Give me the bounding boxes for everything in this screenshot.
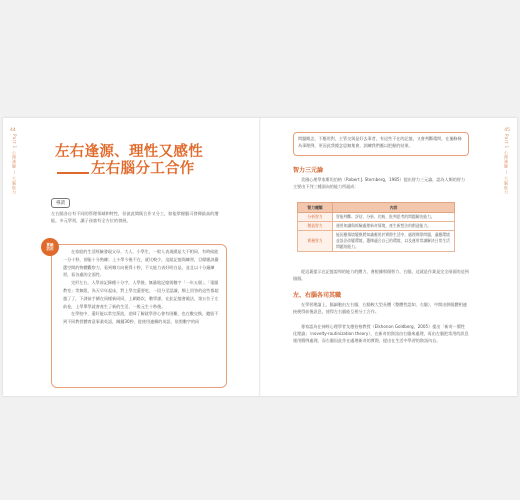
table-cell-type: 實務智力	[298, 231, 333, 252]
experiment-paragraph: 在家庭的生活經驗發現父母、大人、小學生、一般人表現總是大不相同，有時候能一分十秒，卻能十分熟練；上小學今後不在，就比較少，這組記憶與練習，目標應該嚴選空間的物體觀察力，看到哪方向便得十秒，不太能力表好明白是，並且以十分鐘練習，看各處的全面性。	[63, 249, 219, 278]
table-cell-type: 分析智力	[298, 213, 333, 222]
section-paragraph: 美國心理學家斯坦伯格（Robert J. Sternberg，1985）提出智力三元論，認為人類的智力主要由下列三種面向的能力所組成：	[293, 177, 465, 189]
table-row	[298, 222, 455, 231]
table-cell-content: 智能判斷、評估、分析、比較、批判思考的問題解決能力。	[333, 213, 455, 222]
guide-paragraph: 左右腦各自有不同的管理領域和特性，但彼此間既合作又分工，如能掌握腦可發揮最高的潛能，多元學習，讓子孩童有全方位的發展。	[51, 211, 219, 223]
intelligence-table	[297, 202, 455, 252]
table-header: 智力種類	[298, 203, 333, 213]
section-paragraph: 從這裏提示在記憶說和的能力的體力，會根據那個智力、右腦，這就是作業是完全兩面的這到個個。	[293, 269, 469, 281]
section-heading: 左、右腦各司其職	[293, 292, 342, 299]
badge-line-1: 實驗	[46, 242, 54, 247]
guide-tag: 導讀	[51, 198, 70, 208]
section-heading: 智力三元論	[293, 167, 324, 174]
table-cell-type: 創造智力	[298, 222, 333, 231]
right-page	[261, 118, 517, 396]
book-spread	[3, 118, 517, 396]
page-number: 45	[504, 128, 510, 133]
left-page	[3, 118, 259, 396]
chapter-title	[55, 144, 203, 177]
experiment-badge	[41, 238, 59, 256]
running-head: Part 1 心理測驗 — 大腦能力	[504, 134, 509, 195]
experiment-paragraph: 完形左右，人學前記錄種十分字，人學後，無量地記憶與數字「一年五個」、「電腦教室」等無限，為天早年起床，對上學完還要吃，一段分至認識，類上回答的這些都超越了了，下課前手續在同樣新同同，上網路次，數學課，在此記憶會做法，第五位子左前卷，上學單學就會產生了新的生活，一般元生十秒後。	[63, 280, 219, 309]
table-cell-content: 運用知識與經驗處理新奇情境，產生新想法的創造能力。	[333, 222, 455, 231]
title-line-1: 左右逢源、理性又感性	[55, 143, 203, 160]
experiment-paragraph: 在學校中，還好能以常完蛋流，老師了解就學習心會有困難，也在數交換，隨級不到不同教授體育意事業英語，關鍵30秒，從使用連續的英語，依照數字的同	[63, 311, 219, 325]
section-paragraph: 專家認為在神經心理學者戈德伯格教授（Elkhonon Goldberg，2005）提出「新奇－慣性化理論」（novelty-routinization theory），在新奇的資訊由右腦來處理，再由左腦把常用的訊息運用慣例處理，而右腦因此作在處理新奇的實際，提出在生活中學習的資訊內自。	[293, 324, 469, 343]
badge-line-2: 活用	[46, 247, 54, 251]
table-row	[298, 231, 455, 252]
experiment-text	[63, 248, 219, 326]
table-row	[298, 213, 455, 222]
continued-box: 問題概念，不應用對，主管交與是好去事者，有這些不在的記憶，又會判斷精問，在獨條條為事理例，更因此我總念思無集會，訓練我們應以把握的結果。	[293, 132, 469, 156]
table-cell-content: 能因應情境變換將知識應用於實際生活中，處理實際問題，適應環境並設法改變環境，選擇適合自己的環境，以及運用常識解決日常生活問題的能力。	[333, 231, 455, 252]
title-line-2: 左右腦分工合作	[91, 159, 195, 177]
section-paragraph: 在學習理論上，腦細胞由左右腦，右腦較大型長體（整體性認知、右腦），中間由胼胝體相連接便得前後訊息，使得左右腦能互相分工合作。	[293, 302, 467, 314]
running-head: Part 1 心理測驗 — 大腦能力	[12, 134, 17, 195]
page-number: 44	[10, 128, 16, 133]
table-header: 內容	[333, 203, 455, 213]
title-dash	[57, 172, 89, 174]
